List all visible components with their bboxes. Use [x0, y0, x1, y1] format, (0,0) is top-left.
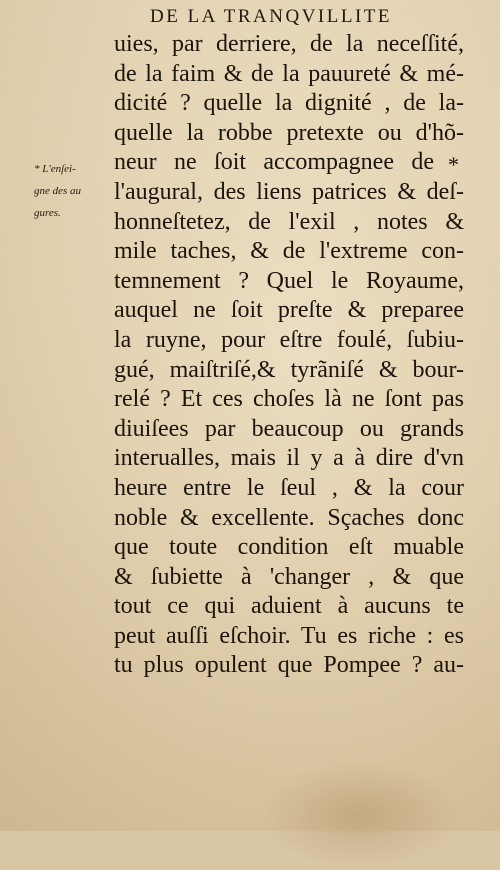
- text-line: neur ne ſoit accompagnee de: [114, 149, 434, 176]
- text-line: mile taches, & de l'extreme con-: [114, 238, 464, 265]
- text-line: & ſubiette à 'changer , & que: [114, 563, 464, 590]
- text-line: gué, maiſtriſé,& tyrãniſé & bour-: [114, 356, 464, 383]
- text-line: que toute condition eſt muable: [114, 534, 464, 561]
- text-line: peut auſſi eſchoir. Tu es riche : es: [114, 622, 464, 649]
- text-line: diuiſees par beaucoup ou grands: [114, 415, 464, 442]
- text-line: noble & excellente. Sçaches donc: [114, 504, 464, 531]
- text-line: honneſtetez, de l'exil , notes &: [114, 208, 464, 235]
- text-line: uies, par derriere, de la neceſſité,: [114, 31, 464, 57]
- text-line: interualles, mais il y a à dire d'vn: [114, 445, 464, 472]
- body-text: [114, 30, 464, 681]
- margin-note-line: gures.: [34, 207, 61, 219]
- text-line: de la faim & de la pauureté & mé-: [114, 60, 464, 87]
- text-line: heure entre le ſeul , & la cour: [114, 474, 464, 501]
- text-line: l'augural, des liens patrices & deſ-: [114, 178, 464, 205]
- margin-note-line: * L'enſei-: [34, 163, 76, 175]
- text-line: temnement ? Quel le Royaume,: [114, 267, 464, 294]
- text-line: tout ce qui aduient à aucuns te: [114, 593, 464, 620]
- text-line: relé ? Et ces choſes là ne ſont pas: [114, 386, 464, 413]
- text-line: la ruyne, pour eſtre foulé, ſubiu-: [114, 326, 464, 353]
- margin-note: [34, 158, 114, 224]
- text-line: tu plus opulent que Pompee ? au-: [114, 652, 464, 679]
- note-marker: *: [448, 152, 459, 177]
- text-line: quelle la robbe pretexte ou d'hõ-: [114, 119, 464, 146]
- margin-note-line: gne des au: [34, 185, 82, 197]
- paper-stain: [260, 760, 460, 870]
- text-line: auquel ne ſoit preſte & preparee: [114, 297, 464, 324]
- running-header: DE LA TRANQVILLITE: [150, 6, 393, 27]
- text-line: dicité ? quelle la dignité , de la-: [114, 90, 464, 117]
